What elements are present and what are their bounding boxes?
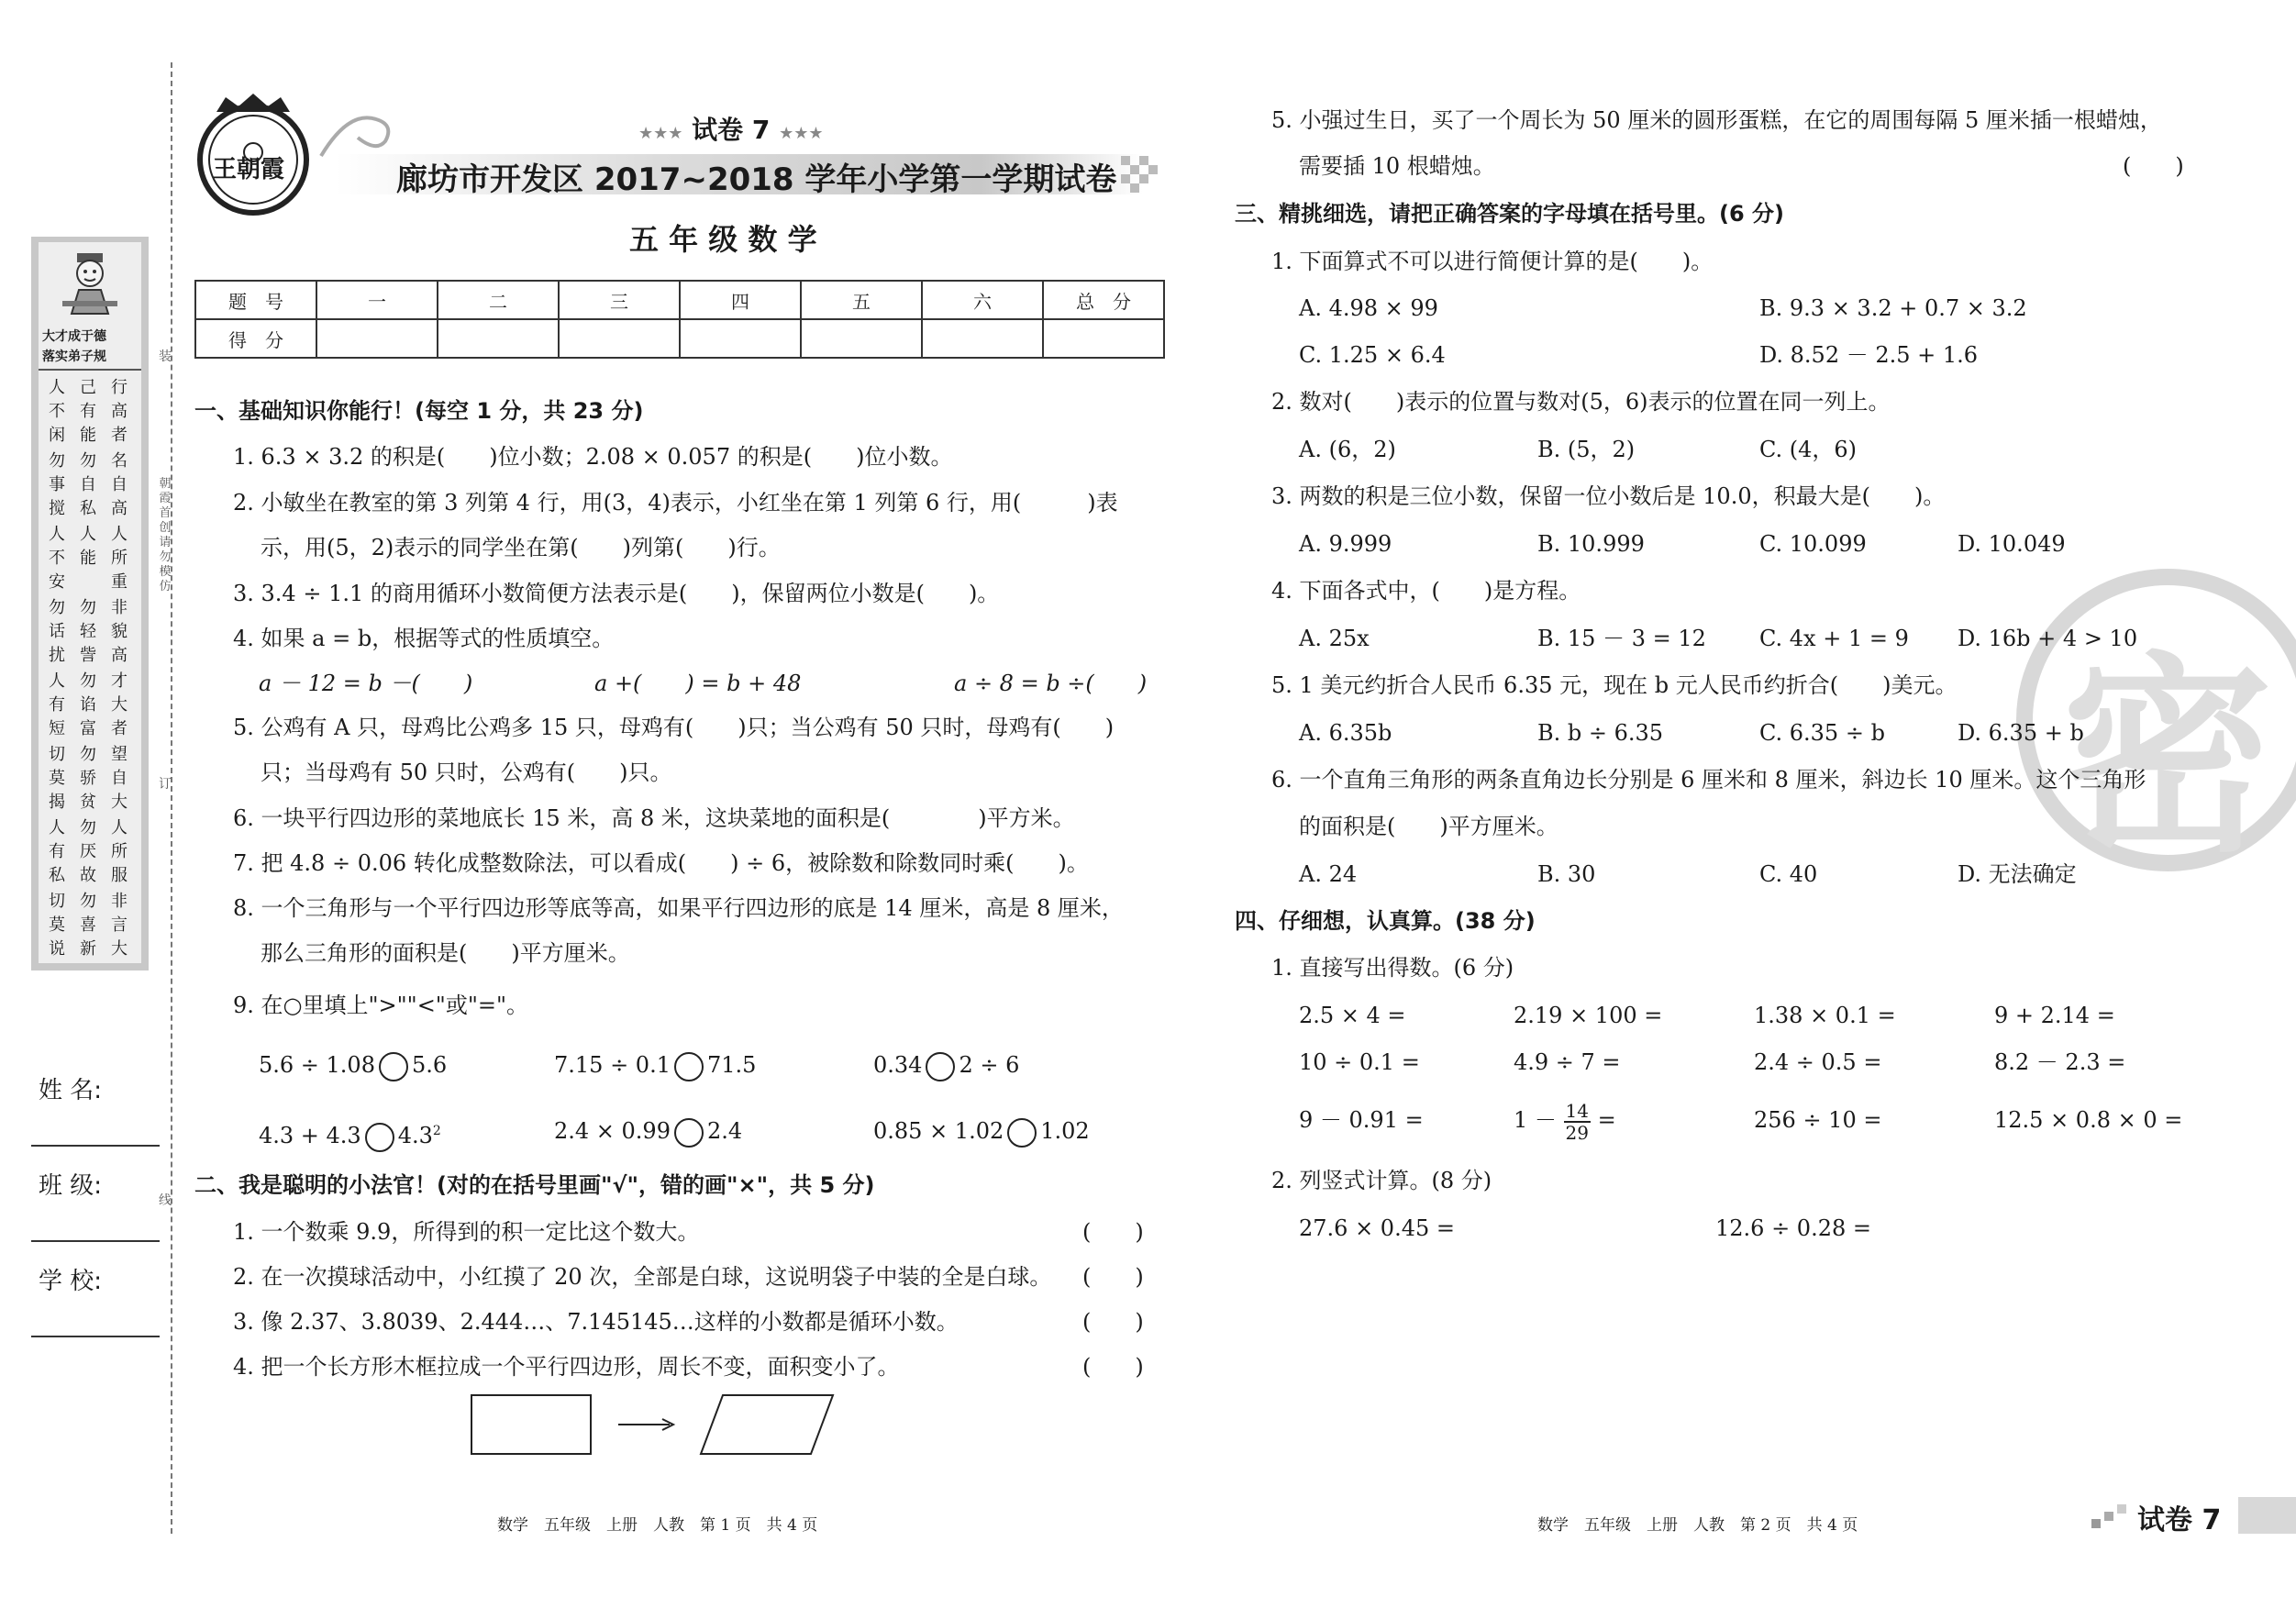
s1-q4-blank-c: a ÷ 8 = b ÷( )	[954, 671, 1148, 696]
score-cell[interactable]	[1043, 319, 1164, 358]
s2-question-5: 5. 小强过生日，买了一个周长为 50 厘米的圆形蛋糕，在它的周围每隔 5 厘米插一根蜡烛，	[1271, 107, 2162, 133]
motto-sidebar	[31, 237, 149, 970]
score-cell[interactable]	[680, 319, 801, 358]
page-footer-right: 数学 五年级 上册 人教 第 2 页 共 4 页	[1537, 1516, 1858, 1535]
motto-column: 切 莫 揭	[49, 745, 65, 812]
checker-decoration	[1121, 156, 1158, 193]
s1-question-1: 1. 6.3 × 3.2 的积是( )位小数；2.08 × 0.057 的积是( )位小数。	[233, 444, 953, 470]
s2-question-3: 3. 像 2.37、3.8039、2.444…、7.145145…这样的小数都是循环小数。	[233, 1309, 959, 1335]
answer-bracket[interactable]: ( )	[1082, 1264, 1144, 1290]
option[interactable]: A. 6.35b	[1299, 720, 1392, 746]
score-header-cell: 题 号	[195, 281, 316, 319]
option[interactable]: D. 8.52 － 2.5 + 1.6	[1759, 342, 1979, 368]
motto-column: 切 莫 说	[49, 892, 65, 959]
binding-tag-zhuang: 装	[159, 349, 172, 364]
option[interactable]: A. (6，2)	[1299, 437, 1396, 462]
answer-bracket[interactable]: ( )	[1082, 1354, 1144, 1380]
motto-line-1: 大才成于德	[42, 329, 106, 344]
motto-column: 人 所 重	[111, 525, 128, 592]
binding-tag-xian: 线	[159, 1193, 172, 1208]
motto-column: 勿 自 私	[80, 451, 96, 518]
option[interactable]: A. 25x	[1299, 626, 1370, 651]
s4-sub-2: 2. 列竖式计算。(8 分)	[1271, 1168, 1492, 1193]
calc-item: 2.5 × 4 =	[1299, 1003, 1406, 1028]
compare-item-6: 0.85 × 1.02 1.02	[873, 1117, 1090, 1148]
motto-column: 行 高 者	[111, 378, 128, 445]
s3-question-2: 2. 数对( )表示的位置与数对(5，6)表示的位置在同一列上。	[1271, 389, 1891, 415]
s1-question-5: 5. 公鸡有 A 只，母鸡比公鸡多 15 只，母鸡有( )只；当公鸡有 50 只时，母鸡有( )	[233, 715, 1115, 740]
motto-line-2: 落实弟子规	[42, 349, 106, 364]
motto-column: 才 大 者	[111, 671, 128, 738]
fraction: $\frac{14}{29}$	[1565, 1099, 1589, 1144]
brand-logo-text: 王朝霞	[213, 156, 285, 183]
option[interactable]: D. 10.049	[1958, 531, 2066, 557]
s1-question-2-cont: 示，用(5，2)表示的同学坐在第( )列第( )行。	[261, 535, 781, 560]
motto-column: 勿 事 搅	[49, 451, 65, 518]
motto-column: 勿 厌 故	[80, 818, 96, 885]
motto-column: 人 能	[80, 525, 96, 568]
compare-circle[interactable]	[379, 1052, 408, 1081]
vertical-calc-2: 12.6 ÷ 0.28 =	[1715, 1215, 1871, 1241]
calc-item: 4.9 ÷ 7 =	[1514, 1049, 1621, 1075]
score-table	[194, 280, 1165, 359]
option[interactable]: C. 10.099	[1759, 531, 1867, 557]
motto-panel	[39, 242, 141, 963]
compare-item-4: 4.3 + 4.3 $4.3^2$	[259, 1117, 441, 1152]
calc-item: 9 + 2.14 =	[1994, 1003, 2115, 1028]
option[interactable]: B. b ÷ 6.35	[1537, 720, 1664, 746]
calc-item: 2.19 × 100 =	[1514, 1003, 1663, 1028]
s2-question-5-cont: 需要插 10 根蜡烛。	[1299, 153, 1495, 179]
compare-item-5: 2.4 × 0.99 2.4	[554, 1117, 742, 1148]
binding-tag-ding: 订	[159, 777, 172, 792]
footer-badge-bar	[2238, 1497, 2296, 1534]
motto-column: 望 自 大	[111, 745, 128, 812]
motto-column: 非 貌 高	[111, 598, 128, 665]
option[interactable]: B. (5，2)	[1537, 437, 1636, 462]
school-field[interactable]	[31, 1336, 160, 1337]
motto-column: 勿 骄 贫	[80, 745, 96, 812]
score-header-cell: 五	[801, 281, 922, 319]
s1-question-2: 2. 小敏坐在教室的第 3 列第 4 行，用(3，4)表示，小红坐在第 1 列第 6 行，用( )表	[233, 490, 1118, 516]
motto-column: 人 有 私	[49, 818, 65, 885]
option[interactable]: C. 4x + 1 = 9	[1759, 626, 1909, 651]
compare-item-1: 5.6 ÷ 1.08 5.6	[259, 1051, 447, 1081]
compare-circle[interactable]	[674, 1118, 704, 1148]
motto-column: 勿 轻 訾	[80, 598, 96, 665]
score-header-cell: 总 分	[1043, 281, 1164, 319]
name-label: 姓 名:	[39, 1077, 103, 1104]
compare-item-3: 0.34 2 ÷ 6	[873, 1051, 1019, 1081]
s1-q4-blank-a: a － 12 = b －( )	[259, 671, 473, 696]
star-icon: ★★★	[779, 124, 824, 143]
rectangle-to-parallelogram-figure	[468, 1390, 848, 1459]
score-header-cell: 一	[316, 281, 438, 319]
motto-column: 勿 喜 新	[80, 892, 96, 959]
confidential-stamp-char: 密	[2062, 636, 2274, 881]
s2-question-2: 2. 在一次摸球活动中，小红摸了 20 次，全部是白球，这说明袋子中装的全是白球。	[233, 1264, 1052, 1290]
page-footer-left: 数学 五年级 上册 人教 第 1 页 共 4 页	[497, 1516, 818, 1535]
compare-circle[interactable]	[365, 1123, 394, 1152]
score-header-row	[195, 281, 1164, 319]
s2-question-4: 4. 把一个长方形木框拉成一个平行四边形，周长不变，面积变小了。	[233, 1354, 900, 1380]
motto-column: 人 不 闲	[49, 378, 65, 445]
motto-divider	[39, 369, 141, 371]
s3-question-3: 3. 两数的积是三位小数，保留一位小数后是 10.0，积最大是( )。	[1271, 483, 1946, 509]
scholar-figure-icon	[55, 250, 125, 319]
option[interactable]: D. 无法确定	[1958, 861, 2077, 887]
score-value-row	[195, 319, 1164, 358]
s1-q4-blank-b: a +( ) = b + 48	[594, 671, 802, 696]
motto-column: 名 自 高	[111, 451, 128, 518]
score-cell[interactable]	[559, 319, 680, 358]
s4-sub-1: 1. 直接写出得数。(6 分)	[1271, 955, 1514, 981]
option[interactable]: D. 6.35 + b	[1958, 720, 2084, 746]
s3-question-6: 6. 一个直角三角形的两条直角边长分别是 6 厘米和 8 厘米，斜边长 10 厘米。这个三角形	[1271, 767, 2146, 793]
binding-tag-warning: 朝霞首创 请勿模仿	[159, 477, 172, 593]
score-row-label: 得 分	[195, 319, 316, 358]
calc-item: 12.5 × 0.8 × 0 =	[1994, 1107, 2183, 1133]
s1-question-8: 8. 一个三角形与一个平行四边形等底等高，如果平行四边形的底是 14 厘米，高是 8 厘米，	[233, 895, 1124, 921]
calc-item: 10 ÷ 0.1 =	[1299, 1049, 1420, 1075]
motto-column: 非 言 大	[111, 892, 128, 959]
motto-column: 人 有 短	[49, 671, 65, 738]
binding-cut-line	[171, 62, 172, 1534]
s1-question-6: 6. 一块平行四边形的菜地底长 15 米，高 8 米，这块菜地的面积是( )平方米。	[233, 805, 1075, 831]
s3-question-1: 1. 下面算式不可以进行简便计算的是( )。	[1271, 249, 1714, 274]
s3-question-4: 4. 下面各式中，( )是方程。	[1271, 578, 1581, 604]
score-cell[interactable]	[316, 319, 438, 358]
s1-question-7: 7. 把 4.8 ÷ 0.06 转化成整数除法，可以看成( ) ÷ 6，被除数和除数同时乘( )。	[233, 850, 1089, 876]
calc-item: 1.38 × 0.1 =	[1754, 1003, 1896, 1028]
calc-item: 9 － 0.91 =	[1299, 1107, 1424, 1133]
answer-bracket[interactable]: ( )	[1082, 1219, 1144, 1245]
option[interactable]: A. 9.999	[1299, 531, 1392, 557]
motto-column: 己 有 能	[80, 378, 96, 445]
exam-number-badge: ★★★ 试卷 7 ★★★	[638, 115, 824, 145]
answer-bracket[interactable]: ( )	[1082, 1309, 1144, 1335]
option[interactable]: B. 15 － 3 = 12	[1537, 626, 1706, 651]
score-cell[interactable]	[438, 319, 559, 358]
score-header-cell: 二	[438, 281, 559, 319]
motto-column: 人 不 安	[49, 525, 65, 592]
section-4-heading: 四、仔细想，认真算。(38 分)	[1235, 908, 1536, 934]
option[interactable]: D. 16b + 4 > 10	[1958, 626, 2138, 651]
section-2-heading: 二、我是聪明的小法官！(对的在括号里画"√"，错的画"×"，共 5 分)	[194, 1172, 875, 1198]
badge-decoration-icon	[2091, 1504, 2128, 1532]
motto-column: 人 所 服	[111, 818, 128, 885]
score-header-cell: 四	[680, 281, 801, 319]
score-cell[interactable]	[801, 319, 922, 358]
compare-item-2: 7.15 ÷ 0.1 71.5	[554, 1051, 756, 1081]
s2-question-1: 1. 一个数乘 9.9，所得到的积一定比这个数大。	[233, 1219, 700, 1245]
school-label: 学 校:	[39, 1268, 103, 1295]
answer-bracket[interactable]: ( )	[2123, 153, 2184, 179]
star-icon: ★★★	[638, 124, 683, 143]
section-1-heading: 一、基础知识你能行！(每空 1 分，共 23 分)	[194, 398, 644, 424]
compare-circle[interactable]	[1007, 1118, 1037, 1148]
option[interactable]: C. (4，6)	[1759, 437, 1858, 462]
score-header-cell: 六	[922, 281, 1043, 319]
footer-exam-badge: 试卷 7	[2137, 1504, 2222, 1536]
option[interactable]: A. 4.98 × 99	[1299, 295, 1438, 321]
class-field[interactable]	[31, 1240, 160, 1242]
option[interactable]: B. 9.3 × 3.2 + 0.7 × 3.2	[1759, 295, 2027, 321]
option[interactable]: C. 40	[1759, 861, 1818, 887]
s3-question-6-cont: 的面积是( )平方厘米。	[1299, 814, 1558, 839]
s3-question-5: 5. 1 美元约折合人民币 6.35 元，现在 b 元人民币约折合( )美元。	[1271, 672, 1958, 698]
calc-item: 8.2 － 2.3 =	[1994, 1049, 2126, 1075]
vertical-calc-1: 27.6 × 0.45 =	[1299, 1215, 1455, 1241]
score-header-cell: 三	[559, 281, 680, 319]
class-label: 班 级:	[39, 1172, 103, 1200]
page-title: 廊坊市开发区 2017~2018 学年小学第一学期试卷	[396, 161, 1117, 198]
option[interactable]: B. 30	[1537, 861, 1596, 887]
motto-column: 勿 谄 富	[80, 671, 96, 738]
option[interactable]: C. 6.35 ÷ b	[1759, 720, 1885, 746]
s1-question-3: 3. 3.4 ÷ 1.1 的商用循环小数简便方法表示是( )，保留两位小数是( )。	[233, 581, 1000, 606]
s1-question-5-cont: 只；当母鸡有 50 只时，公鸡有( )只。	[261, 760, 672, 785]
s1-question-8-cont: 那么三角形的面积是( )平方厘米。	[261, 940, 630, 966]
section-3-heading: 三、精挑细选，请把正确答案的字母填在括号里。(6 分)	[1235, 201, 1784, 227]
calc-item: 256 ÷ 10 =	[1754, 1107, 1882, 1133]
option[interactable]: C. 1.25 × 6.4	[1299, 342, 1446, 368]
calc-item: 2.4 ÷ 0.5 =	[1754, 1049, 1882, 1075]
motto-column: 勿 话 扰	[49, 598, 65, 665]
subject-title: 五 年 级 数 学	[629, 222, 817, 257]
option[interactable]: A. 24	[1299, 861, 1358, 887]
s1-question-9: 9. 在○里填上">""<"或"="。	[233, 993, 529, 1018]
compare-circle[interactable]	[674, 1052, 704, 1081]
s1-question-4: 4. 如果 a = b，根据等式的性质填空。	[233, 626, 615, 651]
calc-item-fraction: 1 － $\frac{14}{29}$ =	[1514, 1099, 1616, 1144]
compare-circle[interactable]	[926, 1052, 955, 1081]
name-field[interactable]	[31, 1145, 160, 1147]
option[interactable]: B. 10.999	[1537, 531, 1645, 557]
score-cell[interactable]	[922, 319, 1043, 358]
